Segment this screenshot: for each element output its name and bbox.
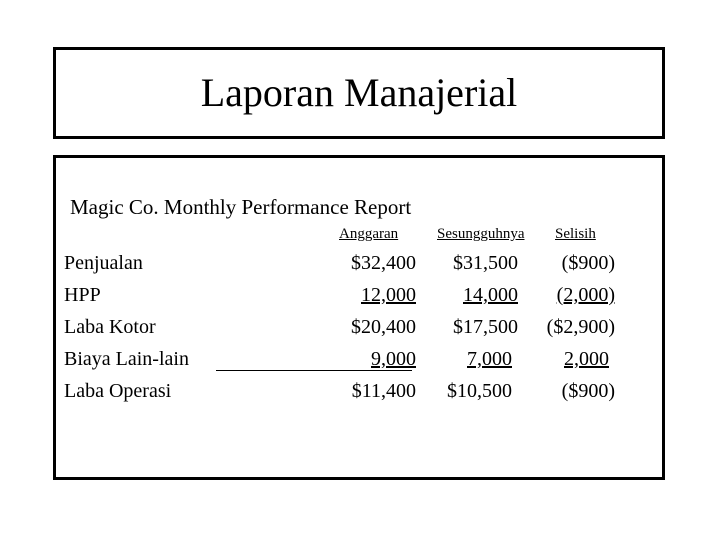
cell-laba-kotor-actual: $17,500 <box>453 316 518 338</box>
cell-penjualan-actual: $31,500 <box>453 252 518 274</box>
row-label-laba-kotor: Laba Kotor <box>64 316 156 338</box>
cell-hpp-variance: (2,000) <box>556 284 615 306</box>
cell-laba-kotor-budget: $20,400 <box>351 316 416 338</box>
column-header-variance: Selisih <box>555 226 596 242</box>
row-label-biaya-lain-lain: Biaya Lain-lain <box>64 348 189 370</box>
report-panel <box>53 155 665 480</box>
cell-laba-operasi-variance: ($900) <box>561 380 615 402</box>
page-title: Laporan Manajerial <box>200 70 518 115</box>
cell-hpp-actual: 14,000 <box>463 284 518 306</box>
column-header-budget: Anggaran <box>339 226 399 242</box>
cell-laba-operasi-budget: $11,400 <box>351 380 416 402</box>
title-box <box>53 47 665 139</box>
cell-penjualan-budget: $32,400 <box>351 252 416 274</box>
cell-penjualan-variance: ($900) <box>561 252 615 274</box>
cell-hpp-budget: 12,000 <box>361 284 416 306</box>
cell-biaya-lain-budget: 9,000 <box>371 348 416 370</box>
row-label-hpp: HPP <box>64 284 101 306</box>
row-label-penjualan: Penjualan <box>64 252 143 274</box>
report-subtitle: Magic Co. Monthly Performance Report <box>70 195 412 219</box>
cell-laba-operasi-actual: $10,500 <box>447 380 512 402</box>
cell-laba-kotor-variance: ($2,900) <box>546 316 615 338</box>
cell-biaya-lain-variance: 2,000 <box>564 348 609 370</box>
column-header-actual: Sesungguhnya <box>437 226 525 242</box>
cell-biaya-lain-actual: 7,000 <box>467 348 512 370</box>
row-label-laba-operasi: Laba Operasi <box>64 380 172 402</box>
